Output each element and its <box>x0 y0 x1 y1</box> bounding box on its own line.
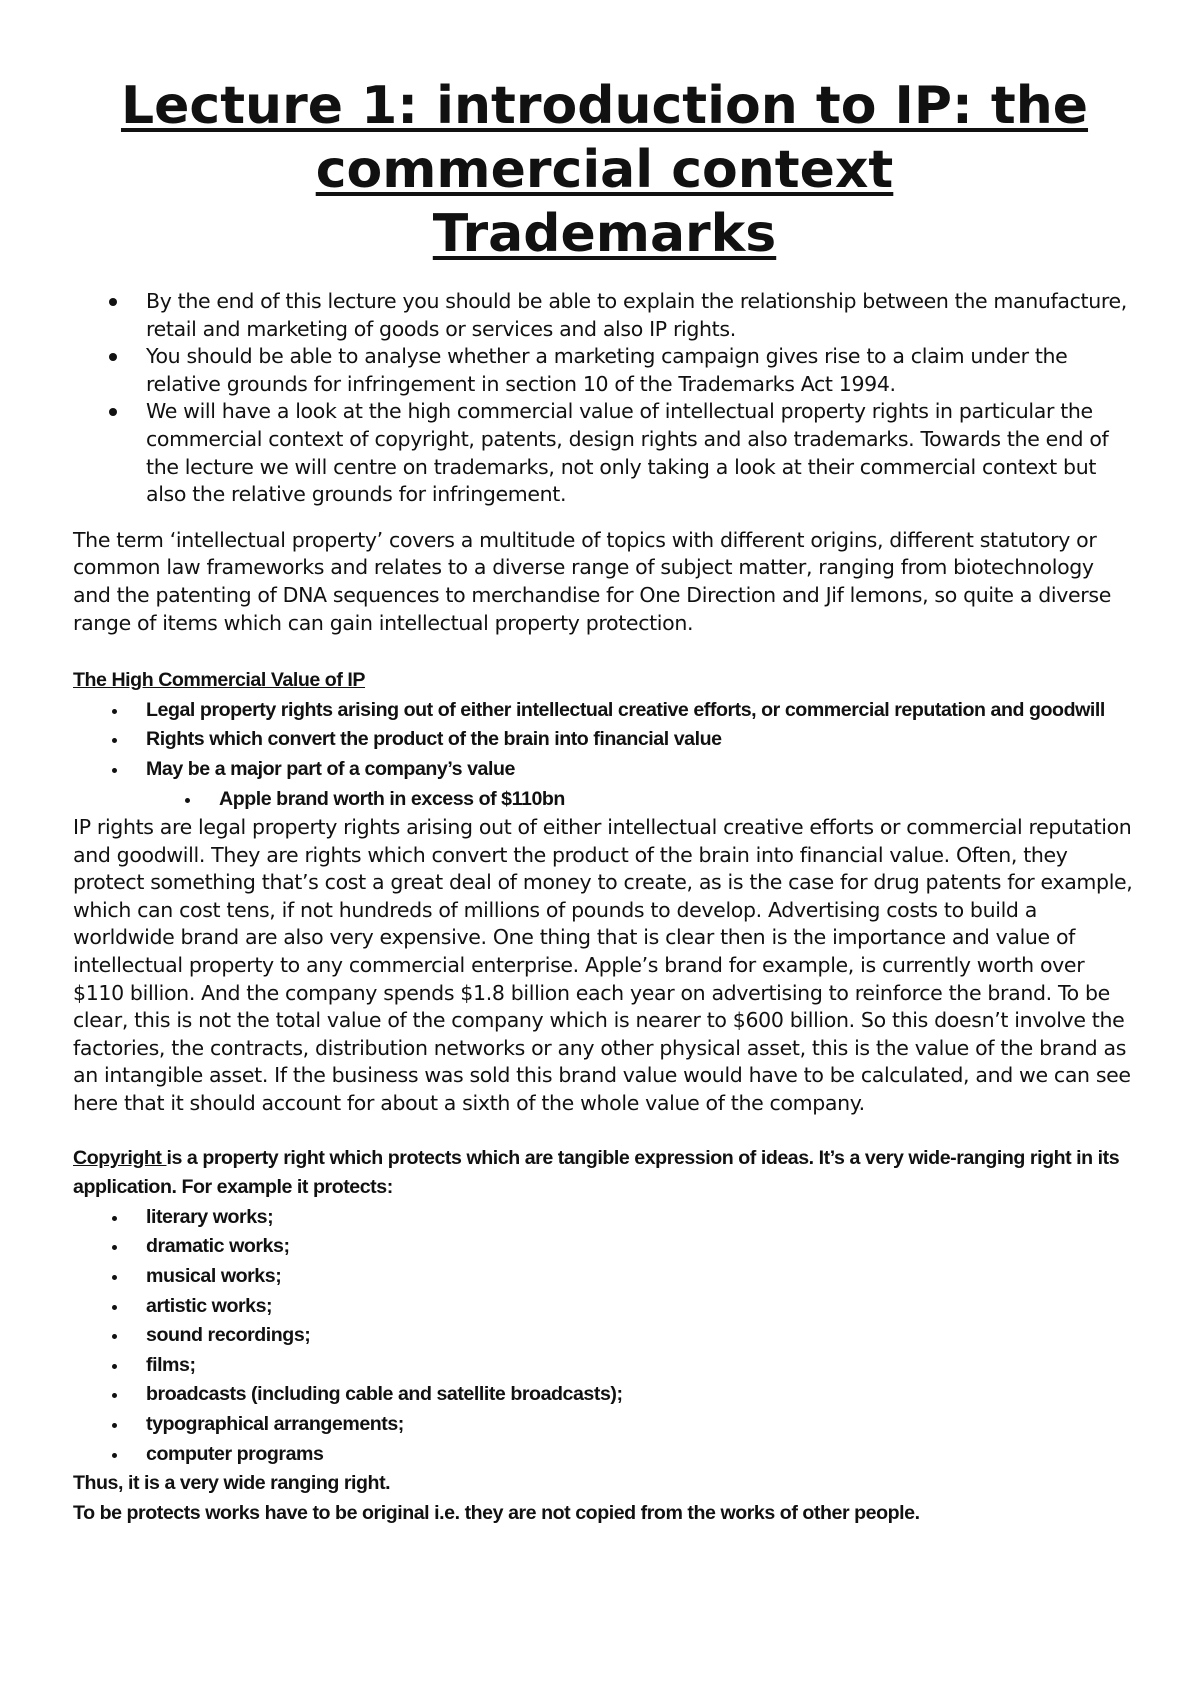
copyright-intro-text: is a property right which protects which are tangible expression of ideas. It’s a very wide-ranging right in its application. For example it protects: <box>73 1146 1120 1199</box>
copyright-closing-2: To be protects works have to be original i.e. they are not copied from the works of other people. <box>73 1501 920 1524</box>
title-line-1: Lecture 1: introduction to IP: the <box>120 76 1089 136</box>
list-item: musical works; <box>146 1262 1136 1292</box>
high-value-paragraph: IP rights are legal property rights arising out of either intellectual creative efforts or commercial reputation and goodwill. They are rights which convert the product of the brain into financial value. Often, they protect something that’s cost a great deal of money to create, as is the case for drug patents for example, which can cost tens, if not hundreds of millions of pounds to develop. Advertising costs to build a worldwide brand are also very expensive. One thing that is clear then is the importance and value of intellectual property to any commercial enterprise. Apple’s brand for example, is currently worth over $110 billion. And the company spends $1.8 billion each year on advertising to reinforce the brand. To be clear, this is not the total value of the company which is nearer to $600 billion. So this doesn’t involve the factories, the contracts, distribution networks or any other physical asset, this is the value of the brand as an intangible asset. If the business was sold this brand value would have to be calculated, and we can see here that it should account for about a sixth of the whole value of the company. <box>73 815 1133 1116</box>
list-item: broadcasts (including cable and satellite broadcasts); <box>146 1380 1136 1410</box>
title-line-3: Trademarks <box>432 204 777 264</box>
section-heading: The High Commercial Value of IP <box>73 669 366 692</box>
copyright-term: Copyright <box>73 1146 167 1169</box>
list-item: May be a major part of a company’s value <box>146 755 1136 785</box>
list-item: You should be able to analyse whether a marketing campaign gives rise to a claim under the relative grounds for infringement in section 10 of the Trademarks Act 1994. <box>146 343 1136 398</box>
learning-objectives-list <box>73 288 1136 509</box>
list-item: films; <box>146 1351 1136 1381</box>
list-item: artistic works; <box>146 1292 1136 1322</box>
title-line-2: commercial context <box>315 140 894 200</box>
list-item: dramatic works; <box>146 1232 1136 1262</box>
copyright-closing-1: Thus, it is a very wide ranging right. <box>73 1472 391 1495</box>
list-item: typographical arrangements; <box>146 1410 1136 1440</box>
copyright-intro <box>73 1144 1136 1203</box>
high-value-section <box>73 666 1136 814</box>
list-item: We will have a look at the high commercial value of intellectual property rights in particular the commercial context of copyright, patents, design rights and also trademarks. Towards the end of the lecture we will centre on trademarks, not only taking a look at their commercial context but also the relative grounds for infringement. <box>146 398 1136 508</box>
list-item: By the end of this lecture you should be able to explain the relationship between the manufacture, retail and marketing of goods or services and also IP rights. <box>146 288 1136 343</box>
ip-term-paragraph: The term ‘intellectual property’ covers a multitude of topics with different origins, different statutory or common law frameworks and relates to a diverse range of subject matter, ranging from biotechnology and the patenting of DNA sequences to merchandise for One Direction and Jif lemons, so quite a diverse range of items which can gain intellectual property protection. <box>73 527 1111 635</box>
page-title <box>73 74 1136 266</box>
list-item: Rights which convert the product of the brain into financial value <box>146 725 1136 755</box>
list-item: sound recordings; <box>146 1321 1136 1351</box>
sub-list-item: Apple brand worth in excess of $110bn <box>219 785 1136 815</box>
list-item: computer programs <box>146 1440 1136 1470</box>
copyright-works-list <box>73 1203 1136 1469</box>
high-value-bullets <box>73 696 1136 814</box>
list-item: Legal property rights arising out of either intellectual creative efforts, or commercial reputation and goodwill <box>146 696 1136 726</box>
copyright-section <box>73 1144 1136 1529</box>
list-item: literary works; <box>146 1203 1136 1233</box>
